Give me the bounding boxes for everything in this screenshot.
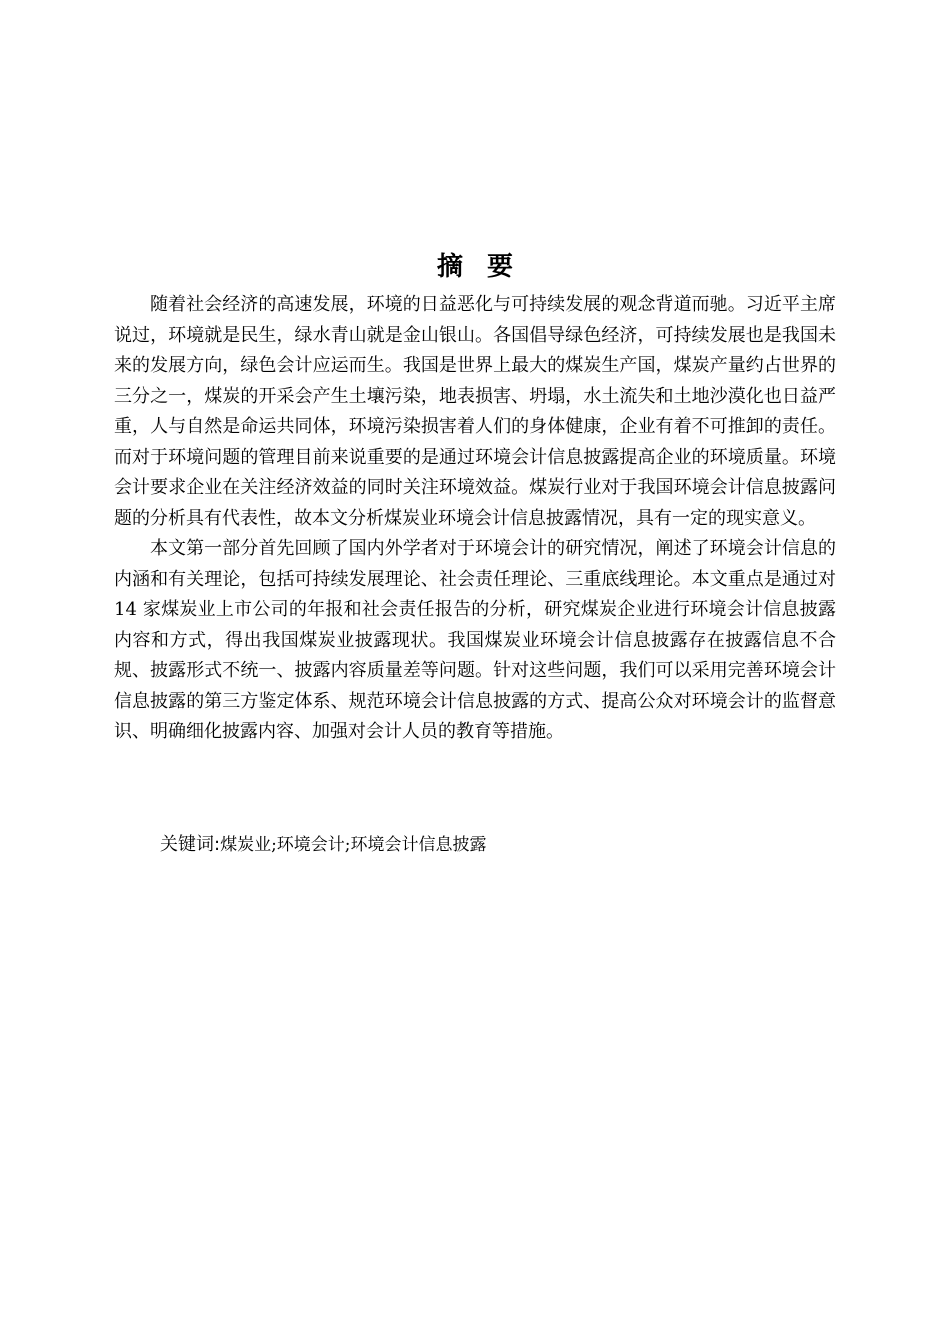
- abstract-title-char-2: 要: [487, 252, 514, 283]
- keywords-text: 煤炭业;环境会计;环境会计信息披露: [220, 835, 487, 855]
- abstract-title: [0, 247, 950, 287]
- abstract-title-char-1: 摘: [436, 252, 463, 283]
- abstract-paragraph-2: 本文第一部分首先回顾了国内外学者对于环境会计的研究情况，阐述了环境会计信息的内涵和有关理论，包括可持续发展理论、社会责任理论、三重底线理论。本文重点是通过对 14 家煤炭业上市公司的年报和社会责任报告的分析，研究煤炭企业进行环境会计信息披露内容和方式，得出我国煤炭业披露现状。我国煤炭业环境会计信息披露存在披露信息不合规、披露形式不统一、披露内容质量差等问题。针对这些问题，我们可以采用完善环境会计信息披露的第三方鉴定体系、规范环境会计信息披露的方式、提高公众对环境会计的监督意识、明确细化披露内容、加强对会计人员的教育等措施。: [114, 538, 836, 742]
- keywords-line: [160, 830, 487, 860]
- abstract-paragraph-1: 随着社会经济的高速发展，环境的日益恶化与可持续发展的观念背道而驰。习近平主席说过，环境就是民生，绿水青山就是金山银山。各国倡导绿色经济，可持续发展也是我国未来的发展方向，绿色会计应运而生。我国是世界上最大的煤炭生产国，煤炭产量约占世界的三分之一，煤炭的开采会产生土壤污染，地表损害、坍塌，水土流失和土地沙漠化也日益严重，人与自然是命运共同体，环境污染损害着人们的身体健康，企业有着不可推卸的责任。而对于环境问题的管理目前来说重要的是通过环境会计信息披露提高企业的环境质量。环境会计要求企业在关注经济效益的同时关注环境效益。煤炭行业对于我国环境会计信息披露问题的分析具有代表性，故本文分析煤炭业环境会计信息披露情况，具有一定的现实意义。: [114, 294, 836, 529]
- keywords-label: 关键词:: [160, 834, 221, 855]
- abstract-body: [114, 290, 836, 748]
